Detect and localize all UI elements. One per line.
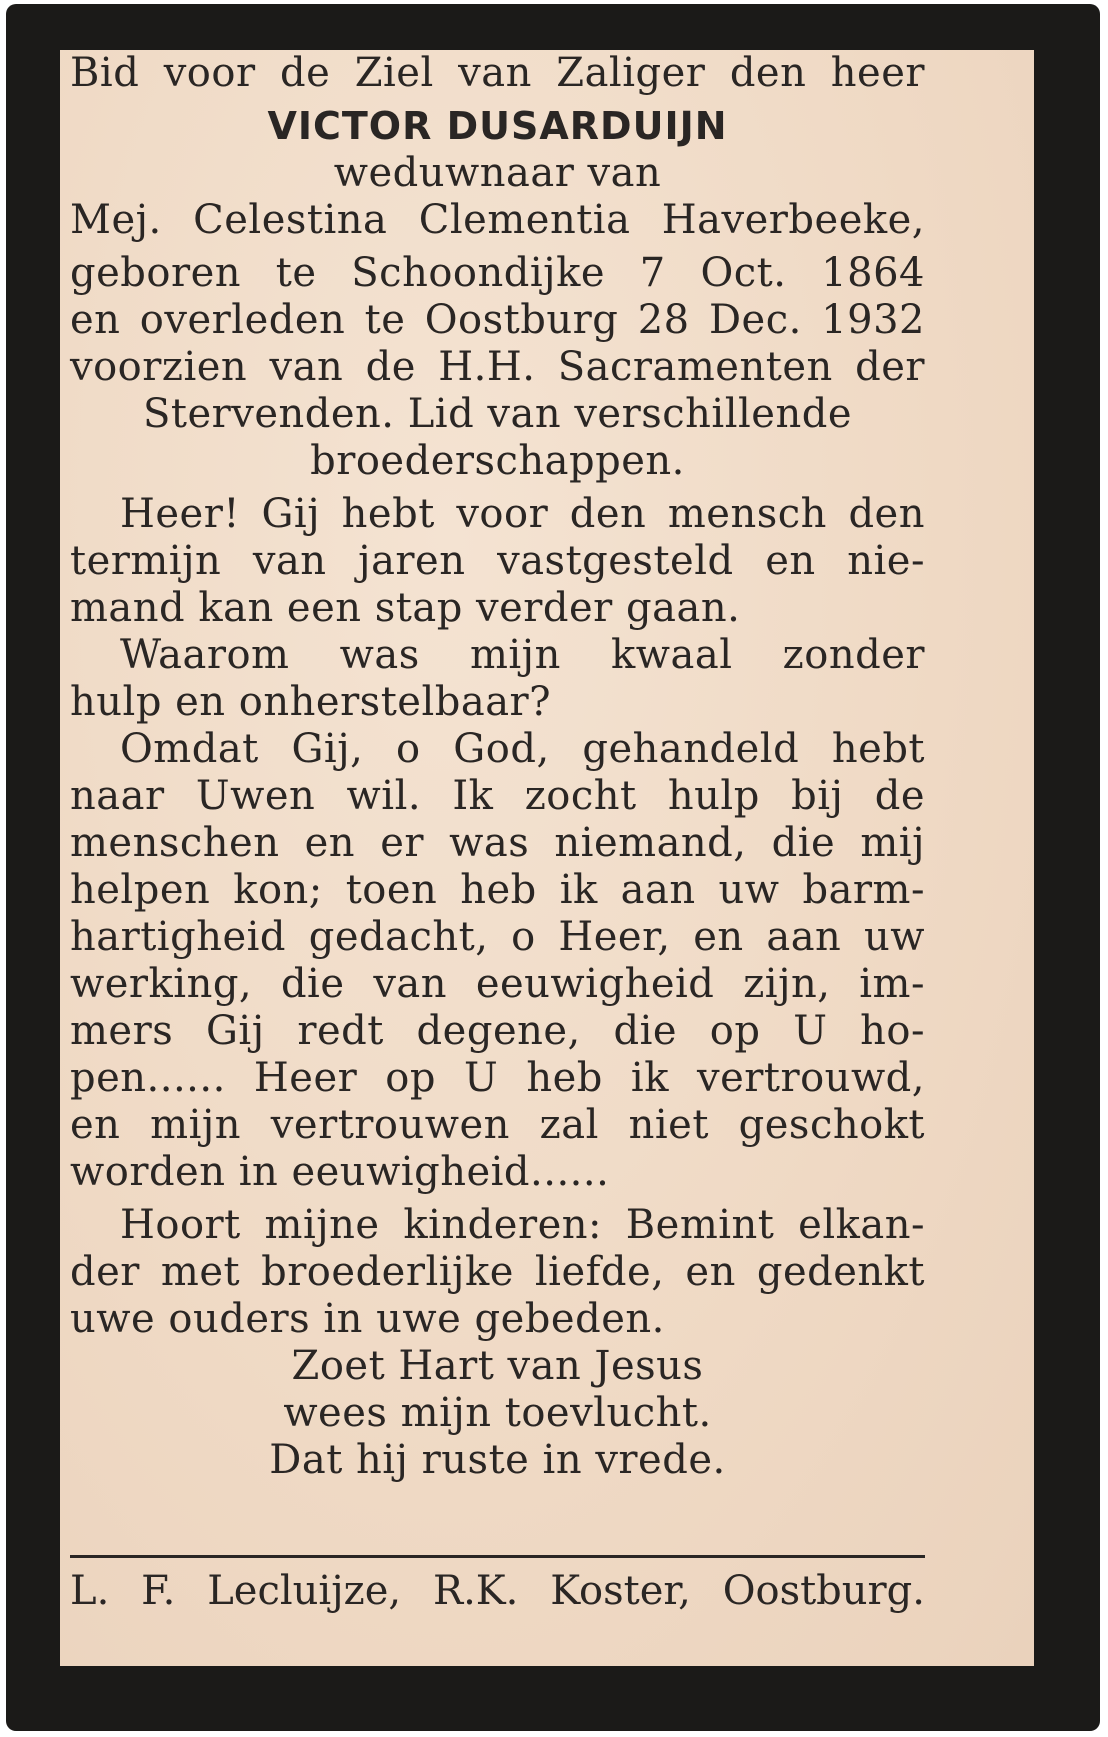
footer-divider bbox=[70, 1555, 925, 1558]
prayer-line: worden in eeuwigheid...... bbox=[70, 1149, 610, 1195]
prayer-line: pen...... Heer op U heb ik vertrouwd, bbox=[70, 1055, 925, 1101]
spouse-line: Mej. Celestina Clementia Haverbeeke, bbox=[70, 197, 925, 243]
prayer-line: Heer! Gij hebt voor den mensch den bbox=[120, 491, 925, 537]
prayer-line: werking, die van eeuwigheid zijn, im- bbox=[70, 961, 925, 1007]
prayer-line: Waarom was mijn kwaal zonder bbox=[120, 632, 925, 678]
prayer-line: mand kan een stap verder gaan. bbox=[70, 585, 741, 631]
prayer-line: helpen kon; toen heb ik aan uw barm- bbox=[70, 867, 925, 913]
closing-line: Zoet Hart van Jesus bbox=[291, 1343, 704, 1389]
card-text bbox=[70, 50, 925, 1484]
prayer-line: en mijn vertrouwen zal niet geschokt bbox=[70, 1102, 925, 1148]
widower-line: weduwnaar van bbox=[333, 150, 662, 196]
intro-line: Bid voor de Ziel van Zaliger den heer bbox=[70, 50, 925, 96]
prayer-line: termijn van jaren vastgesteld en nie- bbox=[70, 538, 925, 584]
prayer-line: hulp en onherstelbaar? bbox=[70, 679, 552, 725]
prayer-line: hartigheid gedacht, o Heer, en aan uw bbox=[70, 914, 925, 960]
sacraments-line-2: Stervenden. Lid van verschillende bbox=[142, 391, 853, 437]
prayer-line: Omdat Gij, o God, gehandeld hebt bbox=[120, 726, 925, 772]
sacraments-line-1: voorzien van de H.H. Sacramenten der bbox=[70, 344, 925, 390]
children-line: der met broederlijke liefde, en gedenkt bbox=[70, 1249, 925, 1295]
prayer-line: menschen en er was niemand, die mij bbox=[70, 820, 925, 866]
sacraments-line-3: broederschappen. bbox=[310, 438, 685, 484]
died-line: en overleden te Oostburg 28 Dec. 1932 bbox=[70, 297, 925, 343]
deceased-name: VICTOR DUSARDUIJN bbox=[267, 104, 728, 148]
children-line: uwe ouders in uwe gebeden. bbox=[70, 1296, 665, 1342]
printer-credit: L. F. Lecluijze, R.K. Koster, Oostburg. bbox=[70, 1568, 925, 1614]
children-line: Hoort mijne kinderen: Bemint elkan- bbox=[120, 1202, 925, 1248]
born-line: geboren te Schoondijke 7 Oct. 1864 bbox=[70, 250, 925, 296]
prayer-line: naar Uwen wil. Ik zocht hulp bij de bbox=[70, 773, 925, 819]
closing-line: wees mijn toevlucht. bbox=[283, 1390, 712, 1436]
prayer-line: mers Gij redt degene, die op U ho- bbox=[70, 1008, 925, 1054]
closing-line: Dat hij ruste in vrede. bbox=[269, 1437, 726, 1483]
